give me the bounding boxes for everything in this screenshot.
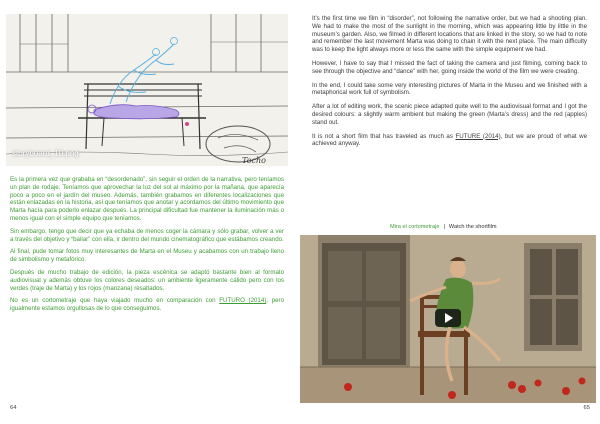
- es-paragraph: Después de mucho trabajo de edición, la pieza escénica se adaptó bastante bien al formato audiovisual y además obtuve los colores deseados: un ambiente ligeramente cálido pero con los verdes (traje de Marta) y los rojos (manzana) resaltados.: [10, 268, 284, 292]
- watch-link-es[interactable]: Mira el cortometraje: [390, 224, 440, 230]
- en-last-text-after: , but we are proud of what we achieved anyway.: [312, 132, 588, 148]
- storyboard-drawing: [6, 14, 288, 166]
- storyboard-caption: storyboard_10.png: [12, 149, 79, 158]
- artist-signature: Tocho: [242, 156, 266, 165]
- futuro-link[interactable]: FUTURO (2014): [219, 297, 267, 305]
- play-icon: [445, 313, 453, 323]
- es-last-paragraph: [10, 297, 284, 313]
- english-text-block: [312, 15, 587, 154]
- spanish-text-block: [10, 176, 284, 318]
- en-last-text-before: It is not a short film that has traveled as much as: [312, 132, 456, 140]
- right-page: [300, 0, 600, 424]
- es-paragraph: Es la primera vez que grababa en “desordenado”, sin seguir el orden de la narrativa, pero teníamos un plan de rodaje. Teníamos que aprovechar la luz del sol al máximo por la mañana, que aparecía poco a poco en el jardín del museo. Además, también grabamos en diferentes localizaciones que están enlazadas en la historia, así que teníamos que anotar y acordarnos del último movimiento que Marta hacía para poderlo enlazar después. La principal dificultad fue mantener la iluminación más o menos igual con el simple equipo que teníamos.: [10, 176, 284, 222]
- watch-link-en[interactable]: Watch the shortfilm: [448, 224, 497, 230]
- page-number-right: 65: [583, 405, 590, 411]
- storyboard-sketch: [6, 14, 288, 166]
- es-last-text-after: , pero igualmente estamos orgullosas de lo que conseguimos.: [10, 297, 284, 313]
- link-separator: |: [443, 224, 445, 230]
- es-paragraph: Sin embargo, tengo que decir que ya echaba de menos coger la cámara y sólo grabar, volver a ver a través del objetivo y “bailar” con ella, ir dentro del mundo cinematográfico que estábamos creando.: [10, 227, 284, 243]
- en-last-paragraph: [312, 133, 587, 149]
- en-paragraph: After a lot of editing work, the scenic piece adapted quite well to the audiovisual format and I got the desired colours: a slightly warm ambient but making the green (Marta’s dress) and the red (apples) stand out.: [312, 103, 587, 126]
- en-paragraph: It’s the first time we film in “disorder”, not following the narrative order, but we had a shooting plan. We had to make the most of the sunlight in the morning, which was appearing little by little in the museum’s garden. Also, we filmed in different locations that are linked in the story, so we had to note and remember the last movement Marta was doing to chain it with the next place. The main difficulty was to keep the light always more or less the same with the simple equipment we had.: [312, 15, 587, 54]
- en-paragraph: In the end, I could take some very interesting pictures of Marta in the Museu and we finished with a metaphorical work full of symbolism.: [312, 81, 587, 97]
- video-links: [390, 224, 497, 230]
- es-last-text-before: No es un cortometraje que haya viajado mucho en comparación con: [10, 297, 220, 305]
- en-paragraph: However, I have to say that I missed the fact of taking the camera and just filming, coming back to see through the objective and “dance” with her, going inside the world of the film we were creating.: [312, 59, 587, 75]
- future-link[interactable]: FUTURE (2014): [455, 132, 501, 140]
- es-paragraph: Al final, pude tomar fotos muy interesantes de Marta en el Museu y acabamos con un trabajo lleno de simbolismo y metafórico.: [10, 248, 284, 264]
- play-button[interactable]: [435, 309, 461, 327]
- page-number-left: 64: [10, 405, 17, 411]
- video-player[interactable]: [300, 235, 596, 403]
